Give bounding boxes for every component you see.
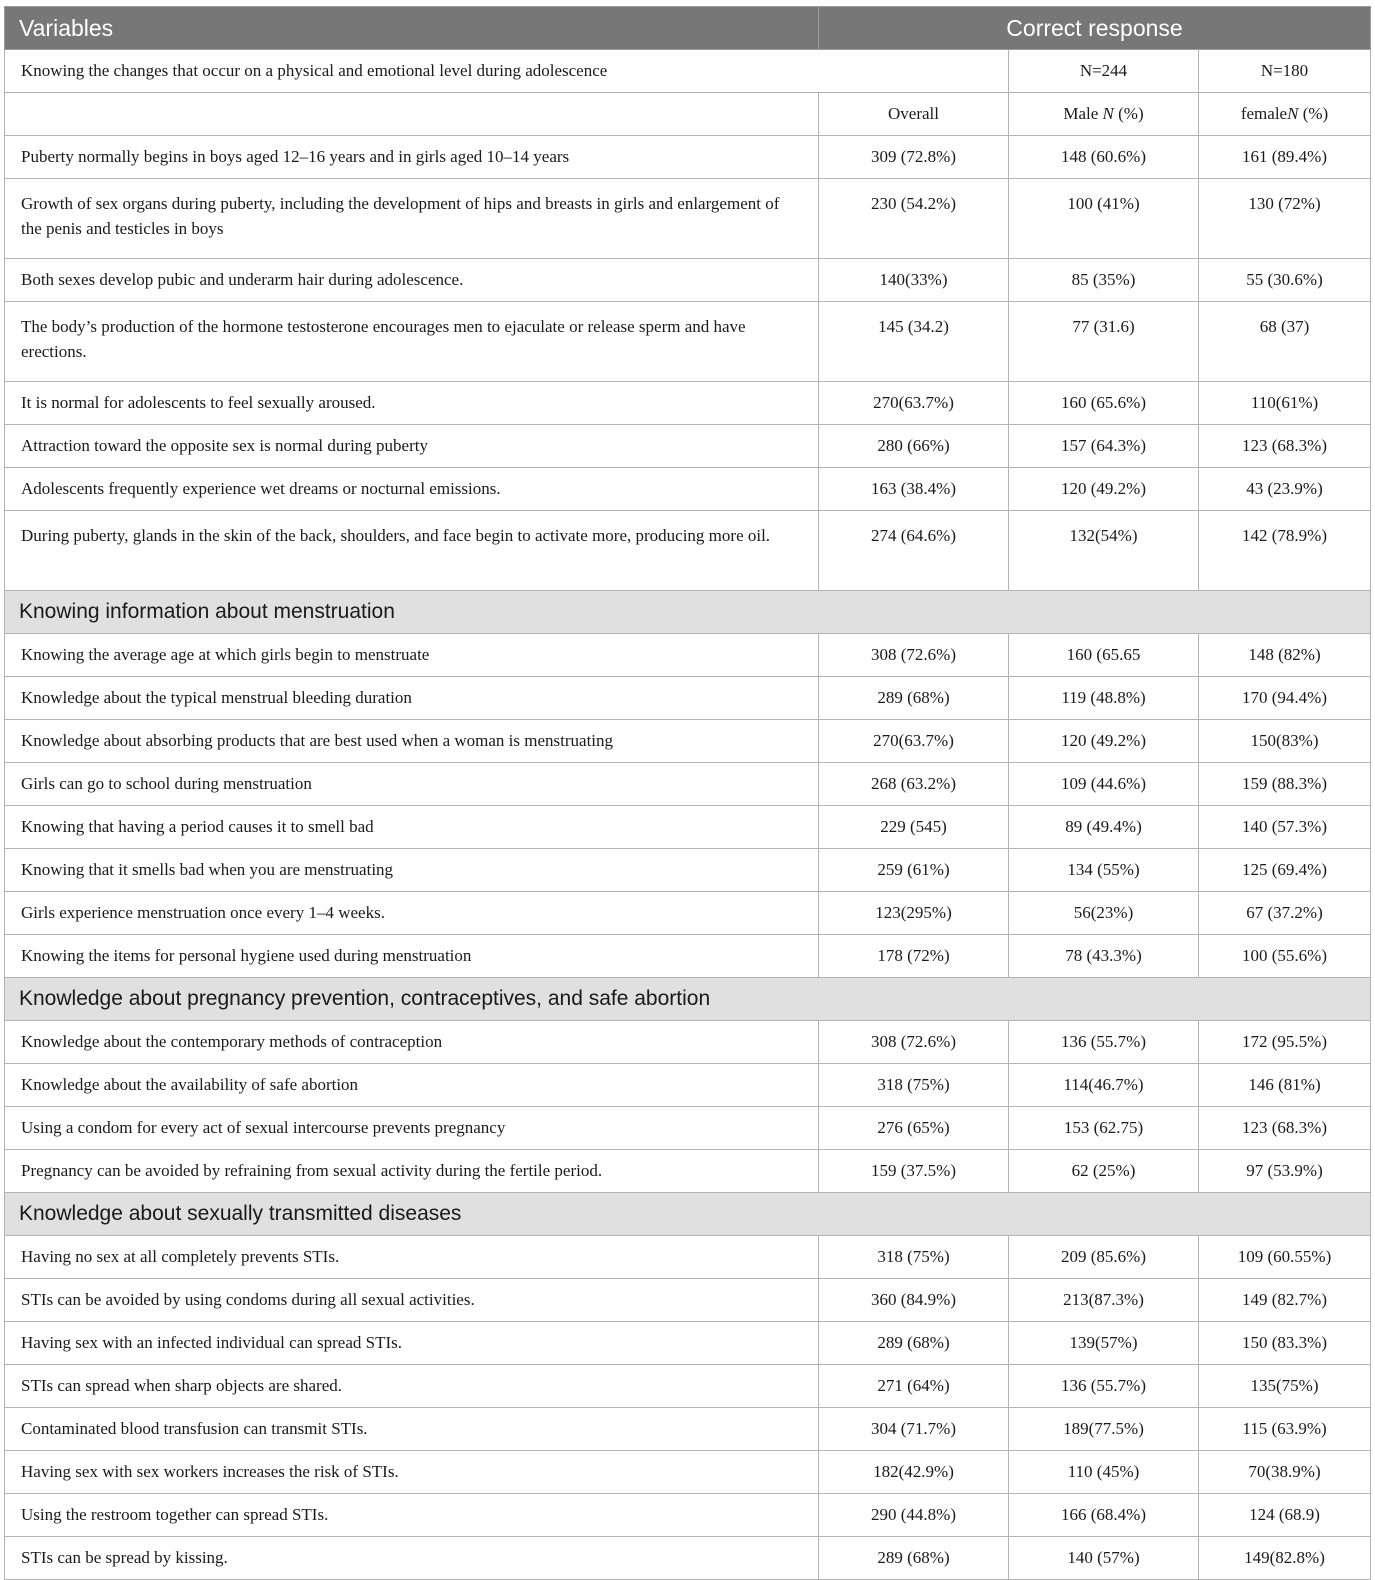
cell-male: 85 (35%) [1009, 259, 1199, 302]
male-label: Male [1063, 104, 1103, 123]
header-correct-response: Correct response [819, 7, 1371, 50]
cell-overall: 259 (61%) [819, 849, 1009, 892]
row-label: STIs can be spread by kissing. [5, 1537, 819, 1580]
table-row [5, 1494, 1371, 1537]
cell-overall: 304 (71.7%) [819, 1408, 1009, 1451]
cell-overall: 271 (64%) [819, 1365, 1009, 1408]
row-label: Puberty normally begins in boys aged 12–16 years and in girls aged 10–14 years [5, 136, 819, 179]
cell-overall: 289 (68%) [819, 1322, 1009, 1365]
cell-female: 172 (95.5%) [1199, 1021, 1371, 1064]
cell-overall: 308 (72.6%) [819, 1021, 1009, 1064]
cell-overall: 360 (84.9%) [819, 1279, 1009, 1322]
cell-overall: 308 (72.6%) [819, 634, 1009, 677]
table-row [5, 1408, 1371, 1451]
cell-male: 160 (65.65 [1009, 634, 1199, 677]
row-label: Growth of sex organs during puberty, including the development of hips and breasts in girls and enlargement of the penis and testicles in boys [5, 179, 819, 259]
cell-male: 134 (55%) [1009, 849, 1199, 892]
cell-male: 189(77.5%) [1009, 1408, 1199, 1451]
table-row [5, 935, 1371, 978]
table-row [5, 179, 1371, 259]
cell-overall: 159 (37.5%) [819, 1150, 1009, 1193]
cell-female: 149(82.8%) [1199, 1537, 1371, 1580]
row-label: Having no sex at all completely prevents STIs. [5, 1236, 819, 1279]
table-row [5, 1107, 1371, 1150]
cell-overall: 230 (54.2%) [819, 179, 1009, 259]
table-row [5, 259, 1371, 302]
cell-female: 109 (60.55%) [1199, 1236, 1371, 1279]
knowledge-table [4, 6, 1371, 1580]
male-suffix: (%) [1113, 104, 1144, 123]
cell-overall: 270(63.7%) [819, 382, 1009, 425]
row-label: Having sex with sex workers increases the risk of STIs. [5, 1451, 819, 1494]
cell-female: 159 (88.3%) [1199, 763, 1371, 806]
row-label: Knowing the average age at which girls begin to menstruate [5, 634, 819, 677]
table-row [5, 425, 1371, 468]
cell-female: 150(83%) [1199, 720, 1371, 763]
n-male: N=244 [1009, 50, 1199, 93]
cell-male: 213(87.3%) [1009, 1279, 1199, 1322]
cell-female: 124 (68.9) [1199, 1494, 1371, 1537]
row-label: Knowledge about the typical menstrual bleeding duration [5, 677, 819, 720]
table-row [5, 1150, 1371, 1193]
table-row [5, 382, 1371, 425]
female-suffix: (%) [1298, 104, 1329, 123]
cell-male: 119 (48.8%) [1009, 677, 1199, 720]
cell-female: 110(61%) [1199, 382, 1371, 425]
cell-overall: 318 (75%) [819, 1236, 1009, 1279]
cell-overall: 178 (72%) [819, 935, 1009, 978]
row-label: Knowing the items for personal hygiene used during menstruation [5, 935, 819, 978]
cell-male: 132(54%) [1009, 511, 1199, 591]
section-header-row [5, 591, 1371, 634]
cell-male: 166 (68.4%) [1009, 1494, 1199, 1537]
cell-male: 109 (44.6%) [1009, 763, 1199, 806]
cell-female: 140 (57.3%) [1199, 806, 1371, 849]
cell-female: 161 (89.4%) [1199, 136, 1371, 179]
cell-female: 100 (55.6%) [1199, 935, 1371, 978]
cell-overall: 289 (68%) [819, 1537, 1009, 1580]
cell-female: 97 (53.9%) [1199, 1150, 1371, 1193]
cell-female: 149 (82.7%) [1199, 1279, 1371, 1322]
table-row [5, 1279, 1371, 1322]
cell-male: 160 (65.6%) [1009, 382, 1199, 425]
cell-overall: 318 (75%) [819, 1064, 1009, 1107]
row-label: Girls experience menstruation once every 1–4 weeks. [5, 892, 819, 935]
female-n: N [1287, 104, 1299, 123]
section-title: Knowledge about pregnancy prevention, contraceptives, and safe abortion [5, 978, 1371, 1021]
table-row [5, 892, 1371, 935]
cell-overall: 290 (44.8%) [819, 1494, 1009, 1537]
cell-male: 136 (55.7%) [1009, 1021, 1199, 1064]
table-row [5, 720, 1371, 763]
cell-female: 43 (23.9%) [1199, 468, 1371, 511]
row-label: STIs can be avoided by using condoms during all sexual activities. [5, 1279, 819, 1322]
table-row [5, 634, 1371, 677]
cell-male: 62 (25%) [1009, 1150, 1199, 1193]
intro-row [5, 50, 1371, 93]
cell-male: 78 (43.3%) [1009, 935, 1199, 978]
section-title: Knowledge about sexually transmitted diseases [5, 1193, 1371, 1236]
table-row [5, 677, 1371, 720]
table-header-row [5, 7, 1371, 50]
table-row [5, 763, 1371, 806]
cell-overall: 182(42.9%) [819, 1451, 1009, 1494]
cell-male: 209 (85.6%) [1009, 1236, 1199, 1279]
cell-female: 170 (94.4%) [1199, 677, 1371, 720]
table-row [5, 1021, 1371, 1064]
cell-overall: 123(295%) [819, 892, 1009, 935]
row-label: Both sexes develop pubic and underarm hair during adolescence. [5, 259, 819, 302]
cell-female: 70(38.9%) [1199, 1451, 1371, 1494]
cell-overall: 140(33%) [819, 259, 1009, 302]
cell-male: 56(23%) [1009, 892, 1199, 935]
row-label: Adolescents frequently experience wet dreams or nocturnal emissions. [5, 468, 819, 511]
row-label: Attraction toward the opposite sex is normal during puberty [5, 425, 819, 468]
intro-label: Knowing the changes that occur on a physical and emotional level during adolescence [5, 50, 1009, 93]
subheader-blank [5, 93, 819, 136]
cell-overall: 270(63.7%) [819, 720, 1009, 763]
cell-overall: 289 (68%) [819, 677, 1009, 720]
table-row [5, 1236, 1371, 1279]
table-row [5, 849, 1371, 892]
row-label: Having sex with an infected individual can spread STIs. [5, 1322, 819, 1365]
cell-male: 89 (49.4%) [1009, 806, 1199, 849]
cell-overall: 145 (34.2) [819, 302, 1009, 382]
cell-male: 139(57%) [1009, 1322, 1199, 1365]
row-label: Knowing that having a period causes it to smell bad [5, 806, 819, 849]
row-label: Using a condom for every act of sexual intercourse prevents pregnancy [5, 1107, 819, 1150]
cell-female: 146 (81%) [1199, 1064, 1371, 1107]
subheader-male [1009, 93, 1199, 136]
cell-overall: 276 (65%) [819, 1107, 1009, 1150]
cell-overall: 280 (66%) [819, 425, 1009, 468]
cell-male: 77 (31.6) [1009, 302, 1199, 382]
cell-female: 123 (68.3%) [1199, 425, 1371, 468]
cell-female: 125 (69.4%) [1199, 849, 1371, 892]
table-row [5, 1322, 1371, 1365]
table-row [5, 511, 1371, 591]
row-label: Contaminated blood transfusion can transmit STIs. [5, 1408, 819, 1451]
section-title: Knowing information about menstruation [5, 591, 1371, 634]
table-row [5, 468, 1371, 511]
cell-female: 115 (63.9%) [1199, 1408, 1371, 1451]
cell-female: 68 (37) [1199, 302, 1371, 382]
cell-male: 140 (57%) [1009, 1537, 1199, 1580]
cell-female: 130 (72%) [1199, 179, 1371, 259]
row-label: STIs can spread when sharp objects are shared. [5, 1365, 819, 1408]
cell-male: 157 (64.3%) [1009, 425, 1199, 468]
row-label: Pregnancy can be avoided by refraining from sexual activity during the fertile period. [5, 1150, 819, 1193]
row-label: Knowing that it smells bad when you are menstruating [5, 849, 819, 892]
female-label: female [1240, 104, 1288, 123]
cell-female: 123 (68.3%) [1199, 1107, 1371, 1150]
cell-male: 100 (41%) [1009, 179, 1199, 259]
row-label: Knowledge about the contemporary methods of contraception [5, 1021, 819, 1064]
cell-female: 55 (30.6%) [1199, 259, 1371, 302]
cell-overall: 309 (72.8%) [819, 136, 1009, 179]
cell-male: 148 (60.6%) [1009, 136, 1199, 179]
cell-female: 148 (82%) [1199, 634, 1371, 677]
subheader-overall: Overall [819, 93, 1009, 136]
subheader-row [5, 93, 1371, 136]
male-n: N [1102, 104, 1114, 123]
table-row [5, 1451, 1371, 1494]
cell-male: 114(46.7%) [1009, 1064, 1199, 1107]
cell-overall: 274 (64.6%) [819, 511, 1009, 591]
row-label: Girls can go to school during menstruation [5, 763, 819, 806]
cell-overall: 268 (63.2%) [819, 763, 1009, 806]
header-variables: Variables [5, 7, 819, 50]
section-header-row [5, 978, 1371, 1021]
table-row [5, 1365, 1371, 1408]
cell-male: 120 (49.2%) [1009, 720, 1199, 763]
table-row [5, 1064, 1371, 1107]
section-header-row [5, 1193, 1371, 1236]
row-label: It is normal for adolescents to feel sexually aroused. [5, 382, 819, 425]
row-label: Knowledge about absorbing products that are best used when a woman is menstruating [5, 720, 819, 763]
cell-female: 67 (37.2%) [1199, 892, 1371, 935]
table-row [5, 806, 1371, 849]
table-row [5, 136, 1371, 179]
cell-male: 153 (62.75) [1009, 1107, 1199, 1150]
cell-male: 110 (45%) [1009, 1451, 1199, 1494]
cell-male: 136 (55.7%) [1009, 1365, 1199, 1408]
table-row [5, 302, 1371, 382]
subheader-female [1199, 93, 1371, 136]
row-label: The body’s production of the hormone testosterone encourages men to ejaculate or release sperm and have erections. [5, 302, 819, 382]
cell-overall: 229 (545) [819, 806, 1009, 849]
cell-female: 150 (83.3%) [1199, 1322, 1371, 1365]
cell-overall: 163 (38.4%) [819, 468, 1009, 511]
n-female: N=180 [1199, 50, 1371, 93]
cell-female: 142 (78.9%) [1199, 511, 1371, 591]
row-label: Using the restroom together can spread STIs. [5, 1494, 819, 1537]
row-label: Knowledge about the availability of safe abortion [5, 1064, 819, 1107]
cell-male: 120 (49.2%) [1009, 468, 1199, 511]
row-label: During puberty, glands in the skin of the back, shoulders, and face begin to activate more, producing more oil. [5, 511, 819, 591]
cell-female: 135(75%) [1199, 1365, 1371, 1408]
table-row [5, 1537, 1371, 1580]
